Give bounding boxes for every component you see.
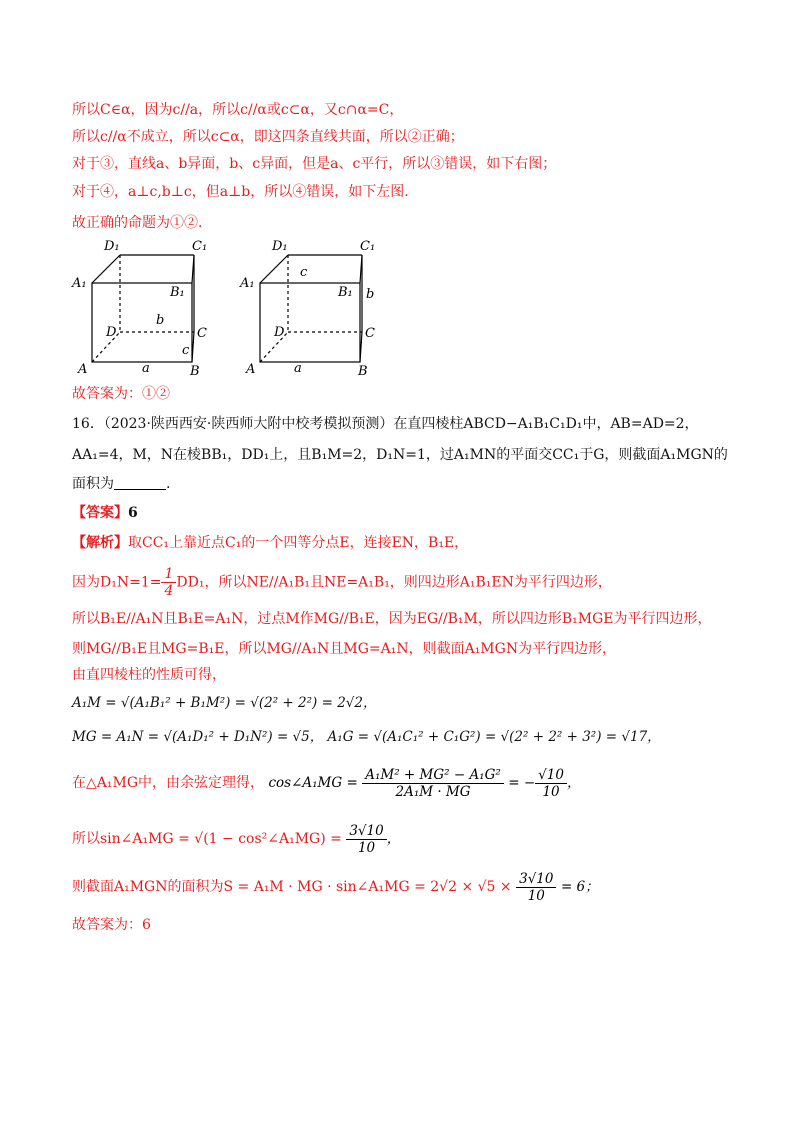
area-result: = 6； — [560, 879, 599, 895]
cos-result-denominator: 10 — [542, 783, 560, 800]
solution-line-4: 对于④，a⊥c,b⊥c，但a⊥b，所以④错误，如下左图. — [72, 184, 409, 200]
equation-mg-a1g: MG = A₁N = √(A₁D₁² + D₁N²) = √5， A₁G = √(A₁C₁² + C₁G²) = √(2² + 2² + 3²) = √17， — [72, 729, 661, 745]
solution-text-2b: DD₁，所以NE//A₁B₁且NE=A₁B₁，则四边形A₁B₁EN为平行四边形， — [176, 574, 612, 591]
answer-line-15: 故答案为：①② — [72, 386, 170, 402]
solution-line-1: 所以C∈α，因为c//a，所以c//α或c⊂α，又c∩α=C， — [72, 102, 404, 118]
sin-fraction — [346, 823, 386, 856]
solution-16-line-cos — [72, 766, 740, 800]
final-answer-line: 故答案为：6 — [72, 917, 151, 933]
solution-line-2: 所以c//α不成立，所以c⊂α，即这四条直线共面，所以②正确； — [72, 129, 464, 145]
area-expression: 则截面A₁MGN的面积为S = A₁M · MG · sin∠A₁MG = 2√2 × √5 × — [72, 879, 512, 895]
cos-fraction — [362, 767, 504, 800]
label-b: b — [156, 313, 165, 328]
label-c: c — [300, 265, 308, 280]
sin-denominator: 10 — [357, 839, 376, 856]
label-A: A — [78, 362, 88, 377]
solution-16-line-area — [72, 870, 740, 904]
label-B1: B₁ — [170, 285, 185, 300]
area-denominator: 10 — [527, 887, 545, 904]
question-16-line-3 — [72, 474, 740, 494]
label-C: C — [365, 326, 375, 341]
solution-text-2a: 因为D₁N=1= — [72, 574, 162, 591]
label-b: b — [366, 287, 375, 302]
solution-16-line-sin — [72, 822, 740, 856]
label-B1: B₁ — [338, 285, 353, 300]
solution-text-1: 取CC₁上靠近点C₁的一个四等分点E，连接EN，B₁E， — [128, 535, 469, 551]
fraction-numerator: 1 — [161, 566, 176, 583]
cos-numerator: A₁M² + MG² − A₁G² — [362, 767, 504, 784]
answer-line — [72, 503, 740, 523]
question-16-line-1: 16．（2023·陕西西安·陕西师大附中校考模拟预测）在直四棱柱ABCD−A₁B₁C₁D₁中，AB=AD=2， — [72, 416, 699, 432]
cos-denominator: 2A₁M · MG — [395, 783, 471, 800]
label-C1: C₁ — [192, 239, 208, 254]
label-c: c — [182, 343, 190, 358]
cos-equals: = − — [508, 775, 536, 791]
cos-comma: ， — [566, 775, 581, 791]
solution-16-line-4: 则MG//B₁E且MG=B₁E，所以MG//A₁N且MG=A₁N，则截面A₁MGN为平行四边形， — [72, 641, 617, 657]
label-D: D — [106, 325, 117, 340]
question-16-line-2: AA₁=4，M，N在棱BB₁，DD₁上，且B₁M=2，D₁N=1，过A₁MN的平面交CC₁于G，则截面A₁MGN的 — [72, 447, 728, 463]
question-16-period: . — [166, 476, 171, 492]
answer-label: 【答案】 — [72, 505, 128, 521]
label-D1: D₁ — [104, 239, 120, 254]
label-A1: A₁ — [240, 276, 255, 291]
label-C: C — [197, 326, 207, 341]
solution-16-line-2 — [72, 566, 740, 599]
solution-label: 【解析】 — [72, 535, 128, 551]
label-D: D — [274, 325, 285, 340]
sin-expression: 所以sin∠A₁MG = √(1 − cos²∠A₁MG) = — [72, 831, 342, 847]
solution-16-line-1 — [72, 533, 740, 553]
label-B: B — [358, 364, 368, 378]
label-B: B — [190, 364, 200, 378]
question-16-text: 面积为 — [72, 476, 114, 492]
answer-blank — [114, 475, 166, 490]
answer-value: 6 — [128, 505, 138, 521]
label-a: a — [294, 361, 302, 376]
sin-comma: ， — [386, 831, 401, 847]
solution-text-cos-intro: 在△A₁MG中，由余弦定理得， — [72, 775, 265, 791]
solution-line-3: 对于③，直线a、b异面，b、c异面，但是a、c平行，所以③错误，如下右图； — [72, 156, 557, 172]
label-a: a — [142, 361, 150, 376]
cos-result-numerator: √10 — [535, 767, 567, 784]
label-C1: C₁ — [360, 239, 376, 254]
solution-16-line-5: 由直四棱柱的性质可得， — [72, 667, 226, 683]
label-A1: A₁ — [72, 276, 87, 291]
equation-a1m: A₁M = √(A₁B₁² + B₁M²) = √(2² + 2²) = 2√2， — [72, 695, 377, 711]
label-D1: D₁ — [272, 239, 288, 254]
area-fraction — [516, 871, 556, 904]
cube-figure-left — [70, 236, 220, 378]
cos-result-fraction — [535, 767, 567, 800]
solution-16-line-3: 所以B₁E//A₁N且B₁E=A₁N，过点M作MG//B₁E，因为EG//B₁M，所以四边形B₁MGE为平行四边形， — [72, 611, 712, 627]
label-A: A — [246, 362, 256, 377]
sin-numerator: 3√10 — [346, 823, 386, 840]
solution-line-5: 故正确的命题为①②. — [72, 215, 203, 231]
fraction-denominator: 4 — [164, 583, 174, 599]
cube-figure-right — [238, 236, 388, 378]
fraction-one-quarter — [161, 566, 176, 599]
cos-lhs: cos∠A₁MG = — [268, 775, 358, 791]
area-numerator: 3√10 — [516, 871, 556, 888]
